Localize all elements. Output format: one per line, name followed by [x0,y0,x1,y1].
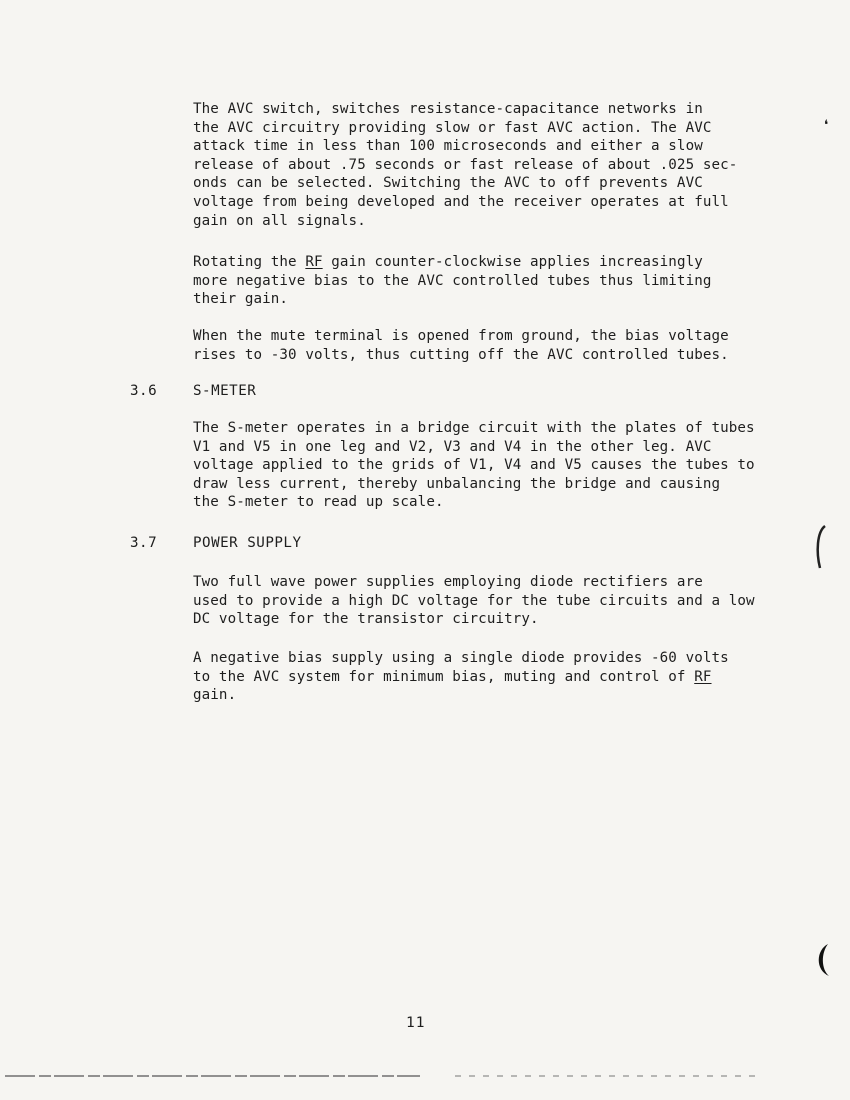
text-line: The S-meter operates in a bridge circuit with the plates of tubes [193,420,755,436]
text-line: more negative bias to the AVC controlled tubes thus limiting [193,272,712,289]
page-number: 11 [406,1015,426,1031]
bottom-scan-line [0,1075,850,1077]
margin-crescent-mark [812,942,832,980]
paragraph-negative-bias [193,649,733,705]
section-heading: S-METER [193,383,257,399]
text-fragment: gain counter-clockwise applies increasingly [322,254,703,270]
text-line: voltage from being developed and the receiver operates at full [193,193,729,210]
section-heading: POWER SUPPLY [193,535,302,551]
text-line: DC voltage for the transistor circuitry. [193,611,539,628]
paragraph-rf-gain [193,253,733,309]
text-line: used to provide a high DC voltage for the tube circuits and a low [193,592,755,609]
text-fragment: to the AVC system for minimum bias, muting and control of [193,668,695,685]
text-line: Two full wave power supplies employing diode rectifiers are [193,574,703,590]
paragraph-mute-terminal [193,327,733,364]
text-line: their gain. [193,291,289,308]
underlined-rf: RF [694,668,712,685]
text-line: draw less current, thereby unbalancing the bridge and causing [193,475,721,492]
text-line: the S-meter to read up scale. [193,494,444,511]
section-number: 3.6 [130,383,158,399]
text-line: release of about .75 seconds or fast release of about .025 sec- [193,156,738,173]
text-line: V1 and V5 in one leg and V2, V3 and V4 in the other leg. AVC [193,438,712,455]
paragraph-avc-switch [193,100,738,230]
section-number: 3.7 [130,535,158,551]
text-line: The AVC switch, switches resistance-capacitance networks in [193,101,703,117]
text-line: onds can be selected. Switching the AVC to off prevents AVC [193,175,703,192]
text-line [193,253,733,272]
paragraph-power-supplies [193,573,755,629]
text-line: rises to -30 volts, thus cutting off the AVC controlled tubes. [193,346,729,363]
text-line: A negative bias supply using a single diode provides -60 volts [193,650,729,666]
margin-mark: ❛ [824,118,829,133]
paragraph-s-meter [193,419,755,512]
text-line [193,668,733,687]
text-line: voltage applied to the grids of V1, V4 and V5 causes the tubes to [193,457,755,474]
text-line: the AVC circuitry providing slow or fast AVC action. The AVC [193,119,712,136]
text-line: gain. [193,687,237,704]
text-line: When the mute terminal is opened from ground, the bias voltage [193,328,729,344]
margin-bracket-mark [814,522,828,572]
text-fragment: Rotating the [193,254,306,270]
underlined-rf: RF [305,254,323,270]
text-line: attack time in less than 100 microseconds and either a slow [193,138,703,155]
text-line: gain on all signals. [193,212,366,229]
